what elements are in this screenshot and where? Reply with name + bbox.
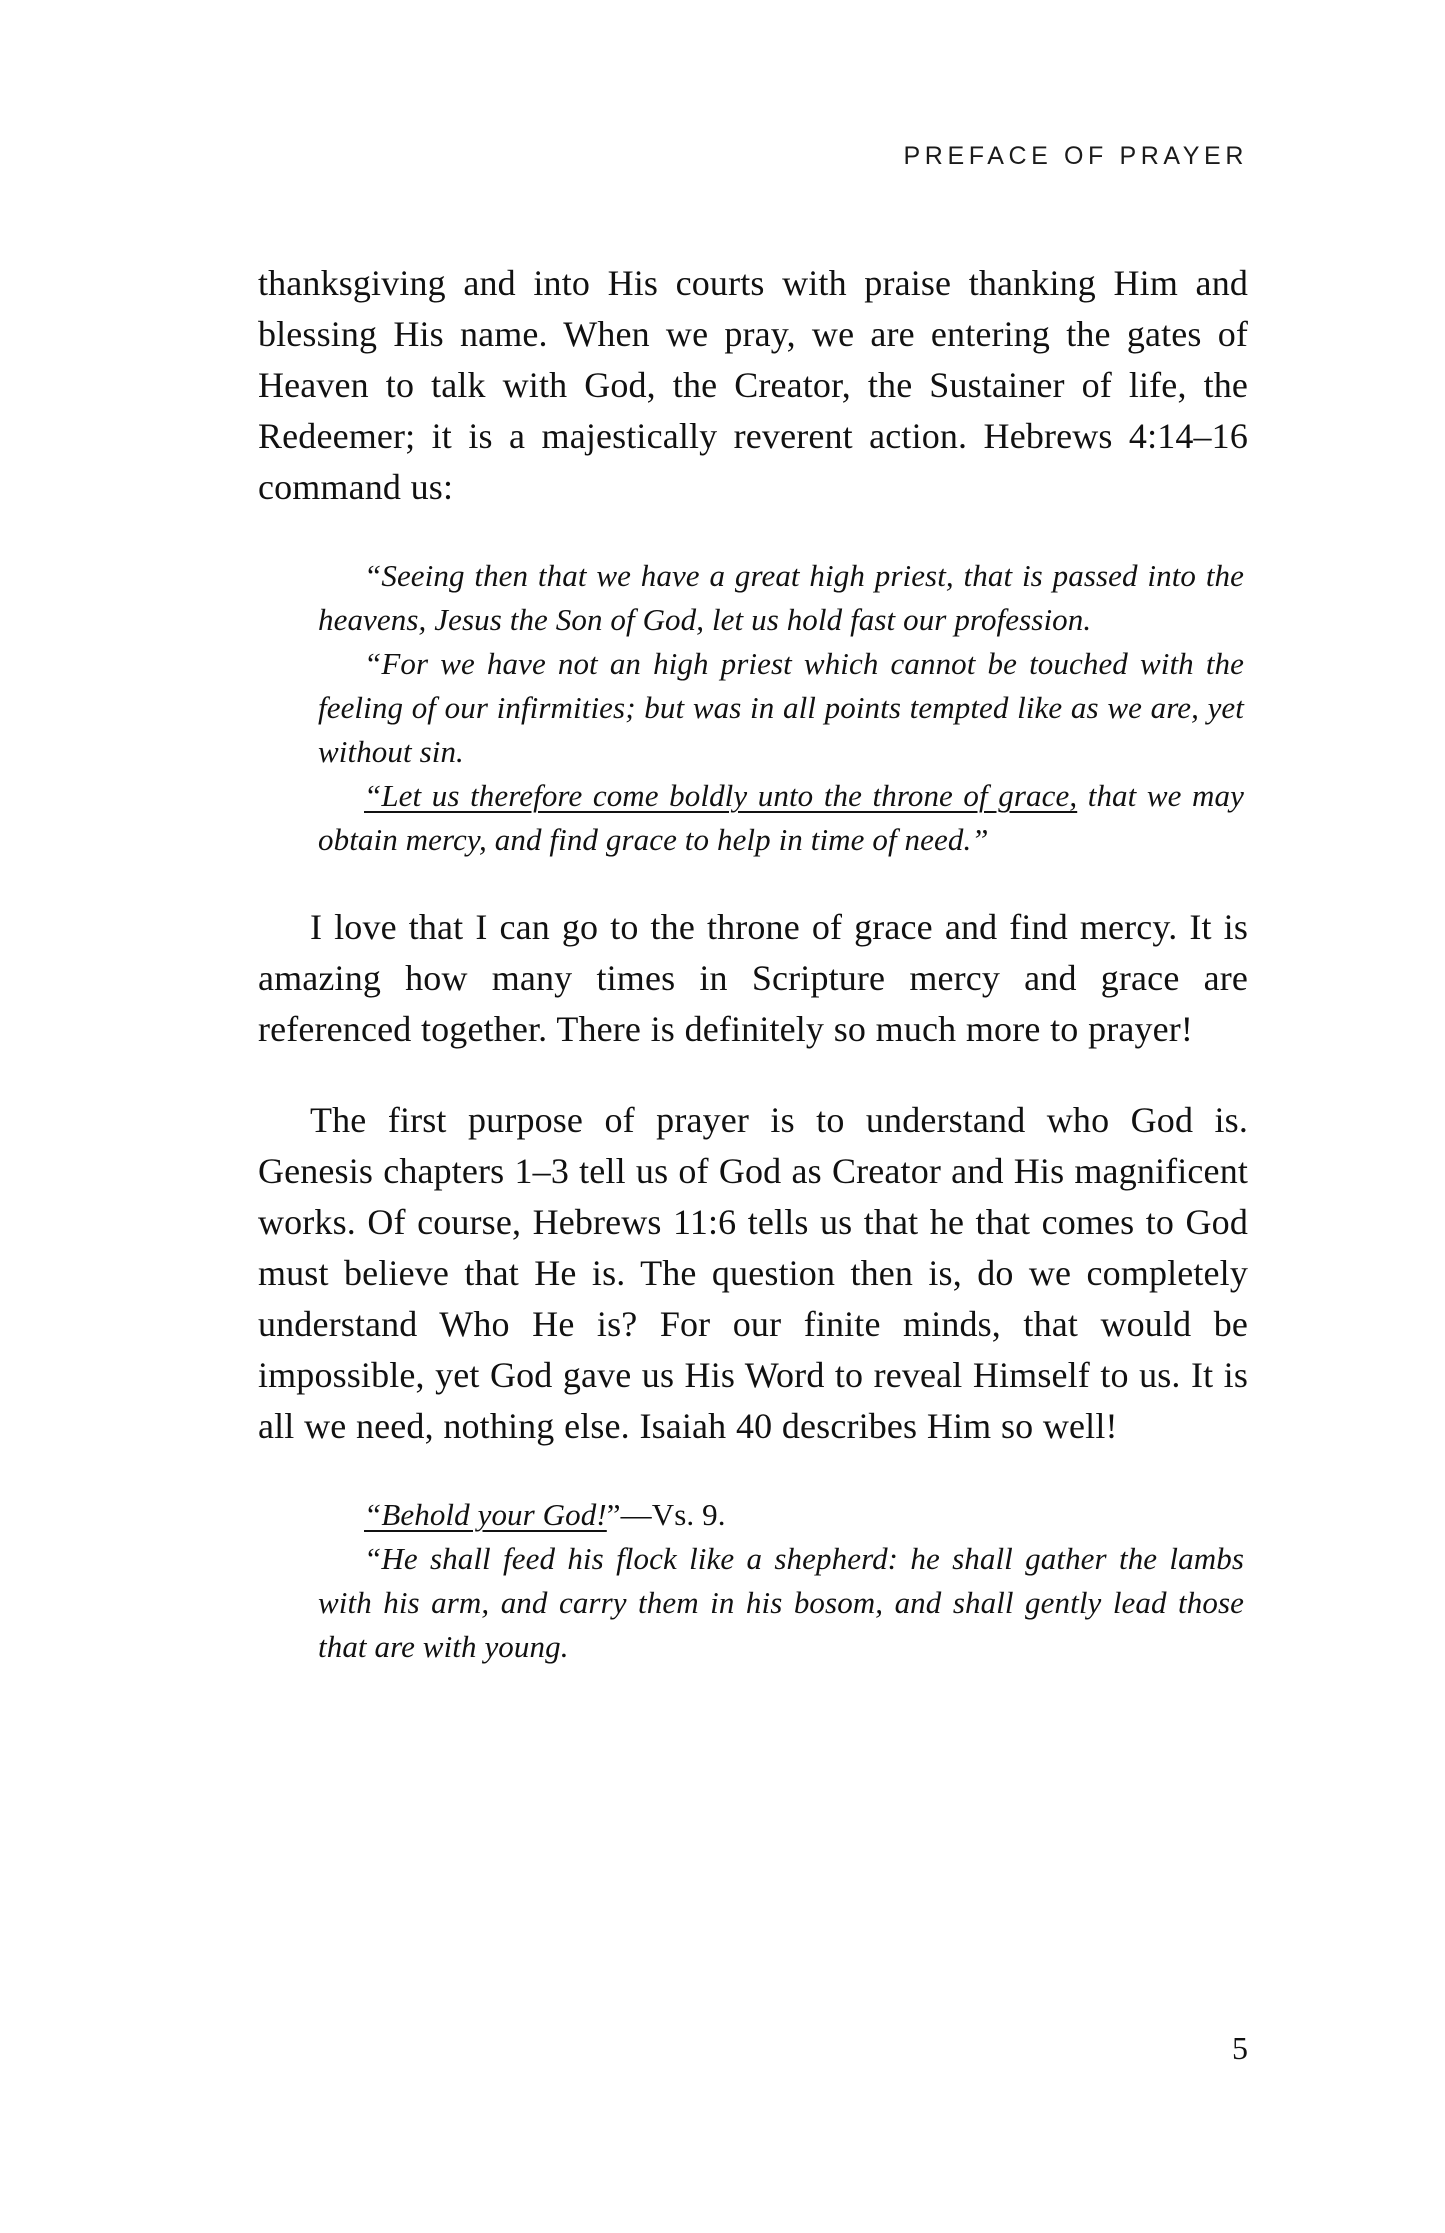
page-number: 5 (1232, 2030, 1248, 2066)
blockquote-hebrews (258, 554, 1248, 862)
blockquote-isaiah-underlined-phrase: “Behold your God! (364, 1497, 607, 1532)
blockquote-isaiah-attribution: ”—Vs. 9. (606, 1497, 726, 1532)
body-paragraph-2: I love that I can go to the throne of grace and find mercy. It is amazing how many times in Scripture mercy and grace are referenced together. There is definitely so much more to prayer! (258, 907, 1248, 1049)
blockquote-isaiah-vs9 (318, 1493, 1244, 1537)
body-paragraph-1: thanksgiving and into His courts with praise thanking Him and blessing His name. When we pray, we are entering the gates of Heaven to talk with God, the Creator, the Sustainer of life, the Redeemer; it is a majestically reverent action. Hebrews 4:14–16 command us: (258, 263, 1248, 507)
blockquote-hebrews-line-2: “For we have not an high priest which cannot be touched with the feeling of our infirmities; but was in all points tempted like as we are, yet without sin. (318, 646, 1244, 769)
running-head: PREFACE OF PRAYER (903, 142, 1248, 170)
blockquote-hebrews-line-3-remainder: that we may obtain mercy, and find grace to help in time of need.” (318, 778, 1244, 857)
blockquote-hebrews-line-1: “Seeing then that we have a great high priest, that is passed into the heavens, Jesus the Son of God, let us hold fast our profession. (318, 558, 1244, 637)
body-paragraph-3: The first purpose of prayer is to understand who God is. Genesis chapters 1–3 tell us of God as Creator and His magnificent works. Of course, Hebrews 11:6 tells us that he that comes to God must believe that He is. The question then is, do we completely understand Who He is? For our finite minds, that would be impossible, yet God gave us His Word to reveal Himself to us. It is all we need, nothing else. Isaiah 40 describes Him so well! (258, 1100, 1248, 1446)
text-column (258, 258, 1248, 1669)
blockquote-hebrews-line-3 (318, 774, 1244, 862)
blockquote-hebrews-underlined-phrase: “Let us therefore come boldly unto the throne of grace, (364, 778, 1078, 813)
blockquote-isaiah-flock: “He shall feed his flock like a shepherd: he shall gather the lambs with his arm, and carry them in his bosom, and shall gently lead those that are with young. (318, 1541, 1244, 1664)
blockquote-isaiah (258, 1493, 1248, 1669)
